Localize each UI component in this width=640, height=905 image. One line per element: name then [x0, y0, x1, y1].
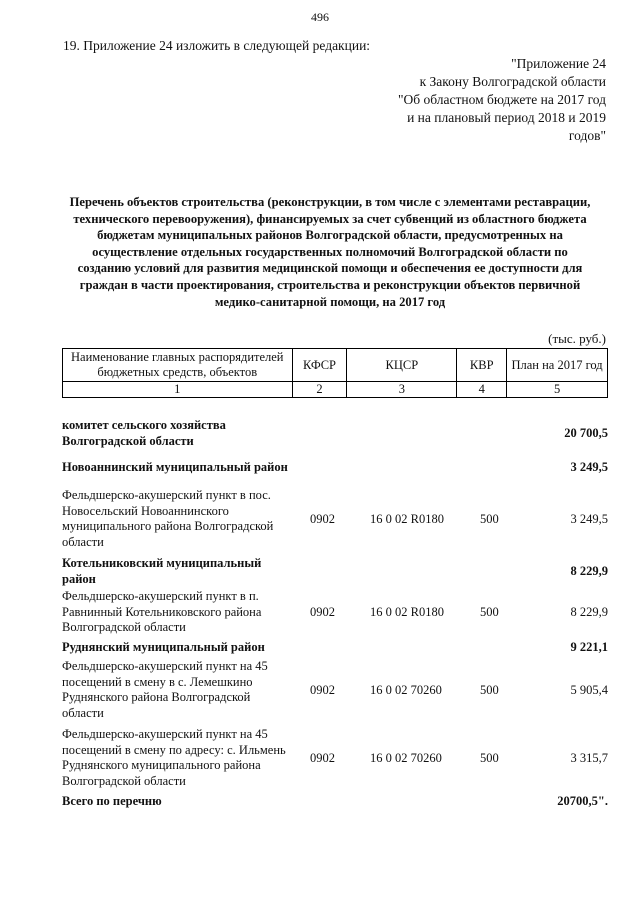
- column-number: 3: [347, 382, 457, 398]
- title-line: осуществление отдельных государственных полномочий Волгоградской области по: [92, 244, 568, 259]
- row-kcsr: 16 0 02 70260: [370, 751, 442, 765]
- column-number: 2: [292, 382, 347, 398]
- row-kfsr: 0902: [310, 751, 335, 765]
- appendix-line: "Об областном бюджете на 2017 год: [398, 92, 606, 107]
- page-number: 496: [311, 10, 329, 24]
- title-line: бюджетам муниципальных районов Волгоградской области, предусмотренных на: [97, 228, 563, 243]
- title-line: технического перевооружения), финансируемых за счет субвенций из областного бюджета: [73, 211, 587, 226]
- row-amount: 3 315,7: [570, 751, 608, 765]
- row-name: Всего по перечню: [62, 794, 162, 808]
- title-line: медико-санитарной помощи, на 2017 год: [214, 294, 446, 309]
- row-name: Руднянский муниципальный район: [62, 640, 265, 654]
- appendix-line: к Закону Волгоградской области: [419, 74, 606, 89]
- row-amount: 8 229,9: [570, 564, 608, 578]
- row-amount: 3 249,5: [570, 460, 608, 474]
- row-name: комитет сельского хозяйства Волгоградской области: [62, 418, 226, 448]
- row-kvr: 500: [480, 605, 499, 619]
- row-amount: 3 249,5: [570, 512, 608, 526]
- row-kfsr: 0902: [310, 683, 335, 697]
- row-amount: 9 221,1: [570, 640, 608, 654]
- row-kvr: 500: [480, 751, 499, 765]
- header-kfsr: КФСР: [292, 349, 347, 382]
- row-kcsr: 16 0 02 70260: [370, 683, 442, 697]
- row-name: Фельдшерско-акушерский пункт в пос. Новосельский Новоаннинского муниципального района Волгоградской области: [62, 488, 274, 549]
- title-line: Перечень объектов строительства (реконструкции, в том числе с элементами реставрации,: [69, 195, 591, 209]
- header-kvr: КВР: [457, 349, 507, 382]
- row-amount: 20700,5".: [557, 794, 608, 808]
- row-amount: 8 229,9: [570, 605, 608, 619]
- appendix-line: и на плановый период 2018 и 2019: [407, 110, 606, 125]
- units-label: (тыс. руб.): [548, 331, 606, 346]
- header-kcsr: КЦСР: [347, 349, 457, 382]
- row-kcsr: 16 0 02 R0180: [370, 605, 444, 619]
- column-number: 4: [457, 382, 507, 398]
- appendix-line: годов": [568, 128, 606, 143]
- row-amount: 20 700,5: [564, 426, 608, 440]
- row-kcsr: 16 0 02 R0180: [370, 512, 444, 526]
- row-kfsr: 0902: [310, 605, 335, 619]
- row-kfsr: 0902: [310, 512, 335, 526]
- row-name: Фельдшерско-акушерский пункт в п. Равнинный Котельниковского района Волгоградской области: [62, 589, 262, 634]
- title-line: граждан в части проектирования, строительства и реконструкции объектов первичной: [79, 277, 581, 292]
- header-plan: План на 2017 год: [507, 349, 608, 382]
- document-title: [62, 194, 598, 310]
- header-name: Наименование главных распорядителей бюджетных средств, объектов: [63, 349, 293, 382]
- title-line: созданию условий для развития медицинской помощи и обеспечения ее доступности для: [77, 261, 583, 276]
- appendix-reference: [398, 55, 606, 145]
- row-name: Фельдшерско-акушерский пункт на 45 посещений в смену в с. Лемешкино Руднянского района Волгоградской области: [62, 659, 268, 720]
- row-name: Котельниковский муниципальный район: [62, 556, 262, 586]
- column-number: 1: [63, 382, 293, 398]
- table-header: [62, 348, 608, 398]
- row-kvr: 500: [480, 683, 499, 697]
- intro-text: 19. Приложение 24 изложить в следующей редакции:: [63, 38, 371, 53]
- row-kvr: 500: [480, 512, 499, 526]
- row-amount: 5 905,4: [570, 683, 608, 697]
- row-name: Фельдшерско-акушерский пункт на 45 посещений в смену по адресу: с. Ильмень Руднянского муниципального района Волгоградской области: [62, 727, 286, 788]
- row-name: Новоаннинский муниципальный район: [62, 460, 288, 474]
- appendix-line: "Приложение 24: [511, 56, 606, 71]
- column-number: 5: [507, 382, 608, 398]
